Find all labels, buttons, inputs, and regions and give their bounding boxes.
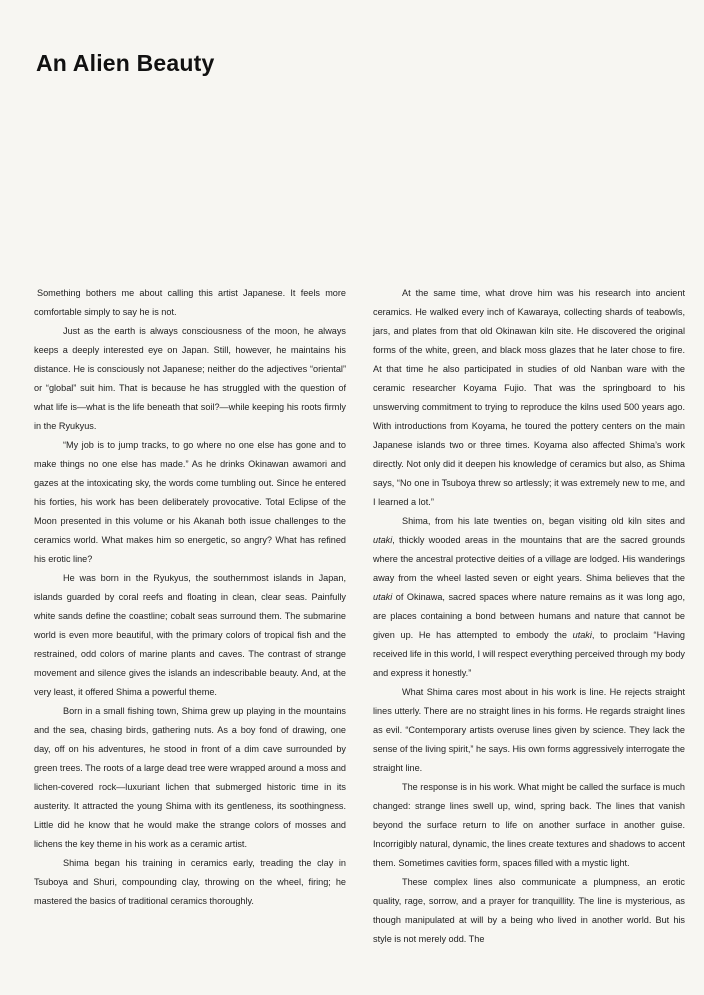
- italic-term: utaki: [373, 592, 393, 602]
- paragraph: What Shima cares most about in his work is line. He rejects straight lines utterly. There are no straight lines in his forms. He regards straight lines as evil. “Contemporary artists overuse lines given by science. They lack the sense of the living spirit,” he says. His own forms aggressively interrogate the straight line.: [373, 687, 685, 773]
- paragraph: “My job is to jump tracks, to go where no one else has gone and to make things no one else has made.” As he drinks Okinawan awamori and gazes at the intoxicating sky, the words come tumbling out. Since he entered his forties, his work has been deliberately provocative. Total Eclipse of the Moon presented in this volume or his Akanah both issue challenges to the ceramics world. What makes him so energetic, so angry? What has refined his erotic line?: [34, 440, 346, 564]
- paragraph: Born in a small fishing town, Shima grew up playing in the mountains and the sea, chasing birds, gathering nuts. As a boy fond of drawing, one day, off on his adventures, he stood in front of a dim cave surrounded by green trees. The roots of a large dead tree were wrapped around a moss and lichen-covered rock—luxuriant lichen that submerged historic time in its austerity. It attracted the young Shima with its gentleness, its soothingness. Little did he know that he would make the strange colors of mosses and lichens the key theme in his work as a ceramic artist.: [34, 706, 346, 849]
- paragraph: Shima began his training in ceramics early, treading the clay in Tsuboya and Shuri, compounding clay, throwing on the wheel, firing; he mastered the basics of traditional ceramics thoroughly.: [34, 858, 346, 906]
- paragraph: The response is in his work. What might be called the surface is much changed: strange lines swell up, wind, spring back. The lines that vanish beyond the surface return to life on another surface in another guise. Incorrigibly natural, dynamic, the lines create textures and shadows to accent them. Sometimes cavities form, spaces filled with a mystic light.: [373, 782, 685, 868]
- right-text-column: [373, 284, 685, 949]
- paragraph: Something bothers me about calling this artist Japanese. It feels more comfortable simply to say he is not.: [34, 288, 346, 317]
- paragraph: At the same time, what drove him was his research into ancient ceramics. He walked every inch of Kawaraya, collecting shards of teabowls, jars, and plates from that old Okinawan kiln site. He discovered the original forms of the white, green, and black moss glazes that he later chose to fire. At that time he also participated in studies of old Nanban ware with the ceramic researcher Koyama Fujio. That was the springboard to his unswerving commitment to trying to reproduce the kilns used 500 years ago. With introductions from Koyama, he toured the pottery centers on the main Japanese islands two or three times. Koyama also affected Shima’s work directly. Not only did it deepen his knowledge of ceramics but also, as Shima says, “No one in Tsuboya threw so artlessly; it was extremely new to me, and I learned a lot.”: [373, 288, 685, 507]
- paragraph: Shima, from his late twenties on, began visiting old kiln sites and utaki, thickly wooded areas in the mountains that are the sacred grounds where the ancestral protective deities of a village are lodged. His wanderings away from the wheel lasted seven or eight years. Shima believes that the utaki of Okinawa, sacred spaces where nature remains as it was long ago, are places containing a bond between humans and nature that cannot be given up. He has attempted to embody the utaki, to proclaim “Having received life in this world, I will respect everything perceived through my body and express it honestly.”: [373, 516, 685, 678]
- article-title: An Alien Beauty: [36, 50, 215, 76]
- paragraph: Just as the earth is always consciousness of the moon, he always keeps a deeply interested eye on Japan. Still, however, he maintains his distance. He is consciously not Japanese; neither do the adjectives “oriental” or “global” suit him. That is because he has struggled with the question of what life is—what is the life beneath that soil?—while keeping his roots firmly in the Ryukyus.: [34, 326, 346, 431]
- italic-term: utaki: [572, 630, 592, 640]
- paragraph: These complex lines also communicate a plumpness, an erotic quality, rage, sorrow, and a prayer for tranquillity. The line is mysterious, as though manipulated at will by a being who lived in another world. But his style is not merely odd. The: [373, 877, 685, 944]
- paragraph: He was born in the Ryukyus, the southernmost islands in Japan, islands guarded by coral reefs and floating in clean, clear seas. Painfully white sands define the coastline; cobalt seas surround them. The submarine world is even more beautiful, with the primary colors of tropical fish and the restrained, odd colors of marine plants and caves. The contrast of strange movement and silence gives the islands an indescribable beauty. And, at the very least, it offered Shima a powerful theme.: [34, 573, 346, 697]
- italic-term: utaki: [373, 535, 393, 545]
- left-text-column: [34, 284, 346, 911]
